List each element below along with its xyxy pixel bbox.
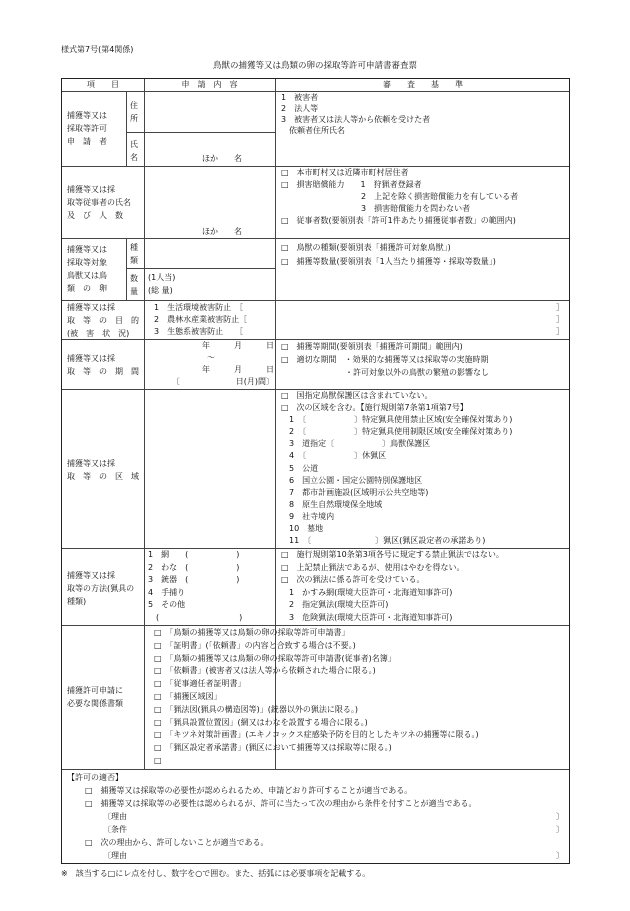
method-label: 捕獲等又は採 取等の方法(猟具の 種類) [67,571,135,606]
footnote: ※ 該当する□にレ点を付し、数字を○で囲む。また、括弧には必要事項を記載する。 [61,869,371,878]
purpose-options: 1 生活環境被害防止 ［ 2 農林水産業被害防止［ 3 生態系被害防止 ［ [154,303,248,336]
period-label: 捕獲等又は採 取 等 の 期 間 [67,354,139,376]
type-label: 種 類 [130,243,138,265]
target-criteria: □ 鳥獣の種類(要領別表「捕獲許可対象鳥獣」) □ 捕獲等数量(要領別表「1人当たり捕獲等・採取等数量」) [281,243,496,266]
area-label: 捕獲等又は採 取 等 の 区 域 [67,459,139,481]
workers-label: 捕獲等又は採 取等従事者の氏名 及 び 人 数 [67,185,131,220]
approval-close-brackets: 〕 〕 〕 [556,812,564,860]
form-number: 様式第7号(第4関係) [61,45,134,54]
header-item: 項 目 [87,80,119,89]
applicant-label: 捕獲等又は 採取等許可 申 請 者 [67,111,107,146]
method-options: 1 網 ( ) 2 わな ( ) 3 銃器 ( ) 4 手捕り 5 その他 ( ) [148,550,243,622]
header-content: 申 請 内 容 [181,80,238,89]
period-criteria: □ 捕獲等期間(要領別表「捕獲許可期間」範囲内) □ 適切な期間 ・効果的な捕獲等又は採取等の実施時期 ・許可対象以外の鳥獣の繁殖の影響なし [281,342,489,377]
form-title: 鳥獣の捕獲等又は鳥類の卵の採取等許可申請書審査票 [212,61,417,71]
address-label: 住 所 [130,101,138,123]
documents-list: □ 「鳥類の捕獲等又は鳥類の卵の採取等許可申請書」 □ 「証明書」(「依頼書」の内容と合致する場合は不要。) □ 「鳥類の捕獲等又は鳥類の卵の採取等許可申請書(従事者)名簿」 □ 「依頼書」(被害者又は法人等から依頼された場合に限る。) □ 「従事適任者証明書」 □ 「捕獲区域図」 □ 「猟法図(猟具の構造図等)」(銃器以外の猟法に限る。) □ 「猟具設置位置図」(網又はわなを設置する場合に限る。) □ 「キツネ対策計画書」(エキノコックス症感染予防を目的としたキツネの捕獲等に限る。) □ 「猟区設定者承諾書」(猟区において捕獲等又は採取等に限る。) □ [154,628,479,765]
documents-label: 捕獲許可申請に 必要な関係書類 [67,686,123,708]
workers-criteria: □ 本市町村又は近隣市町村居住者 □ 損害賠償能力 1 狩猟者登録者 2 上記を除く損害賠償能力を有している者 3 損害賠償能力を問わない者 □ 従事者数(要領別表「許可1件あたり捕獲従事者数」の範囲内) [281,168,519,225]
approval-section: 【許可の適否】 □ 捕獲等又は採取等の必要性が認められるため、申請どおり許可することが適当である。 □ 捕獲等又は採取等の必要性は認められるが、許可に当たって次の理由から条件を付すことが適当である。 〔理由 〔条件 □ 次の理由から、許可しないことが適当である。 〔理由 [67,773,477,860]
method-criteria: □ 施行規則第10条第3項各号に規定する禁止猟法ではない。 □ 上記禁止猟法であるが、使用はやむを得ない。 □ 次の猟法に係る許可を受けている。 1 かすみ網(環境大臣許可・北海道知事許可) 2 指定猟法(環境大臣許可) 3 危険猟法(環境大臣許可・北海道知事許可) [281,550,504,622]
period-lines: 年 月 日 ～ 年 月 日 〔 日(月)間〕 [171,341,274,386]
purpose-label: 捕獲等又は採 取 等 の 目 的 (被 害 状 況) [67,303,139,338]
qty-label: 数 量 [130,274,138,296]
approval-heading: 【許可の適否】 [67,773,123,782]
qty-units: (1人当) (総 量) [148,273,176,295]
workers-others: ほか 名 [202,227,242,236]
purpose-close: ］ ］ ］ [556,303,564,336]
applicant-criteria: 1 被害者 2 法人等 3 被害者又は法人等から依頼を受けた者 依頼者住所氏名 [281,93,431,135]
review-form-table [61,78,570,864]
header-criteria: 審 査 基 準 [383,80,463,89]
applicant-others: ほか 名 [202,154,242,163]
area-criteria: □ 国指定鳥獣保護区は含まれていない。 □ 次の区域を含む。【施行規則第7条第1項第7号】 1 〔 〕特定猟具使用禁止区域(安全確保対策あり) 2 〔 〕特定猟具使用制限区域(安全確保対策あり) 3 道指定〔 〕鳥獣保護区 4 〔 〕休猟区 5 公道 6 国立公園・国定公園特別保護地区 7 都市計画施設(区域明示公共空地等) 8 原生自然環境保全地域 9 社寺境内 10 墓地 11 〔 〕猟区(猟区設定者の承諾あり) [281,391,513,546]
name-label: 氏 名 [130,140,138,162]
target-label: 捕獲等又は 採取等対象 鳥獣又は鳥 類 の 卵 [67,245,107,293]
